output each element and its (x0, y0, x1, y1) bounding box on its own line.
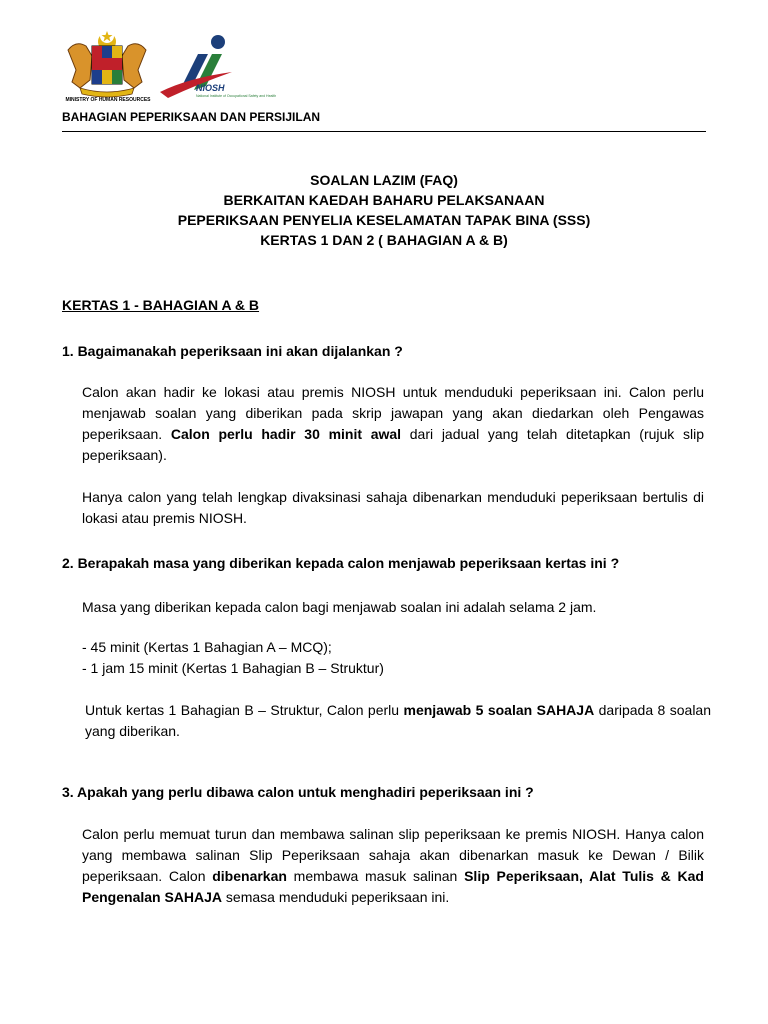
title-line-1: SOALAN LAZIM (FAQ) (310, 172, 458, 188)
title-line-4: KERTAS 1 DAN 2 ( BAHAGIAN A & B) (260, 232, 508, 248)
answer-2-item-1: - 45 minit (Kertas 1 Bahagian A – MCQ); (82, 639, 332, 655)
header-divider (62, 131, 706, 132)
answer-text: dari jadual yang telah ditetapkan (rujuk slip peperiksaan). (82, 426, 704, 463)
answer-text: membawa masuk salinan (286, 868, 465, 884)
department-name: BAHAGIAN PEPERIKSAAN DAN PERSIJILAN (62, 110, 321, 124)
title-line-2: BERKAITAN KAEDAH BAHARU PELAKSANAAN (223, 192, 545, 208)
niosh-wordmark: NIOSH (196, 83, 225, 93)
malaysia-coat-of-arms-icon (62, 30, 152, 102)
answer-2-item-2: - 1 jam 15 minit (Kertas 1 Bahagian B – Struktur) (82, 660, 384, 676)
answer-2-paragraph-1: Masa yang diberikan kepada calon bagi menjawab soalan ini adalah selama 2 jam. (82, 599, 597, 615)
answer-emphasis: menjawab 5 soalan SAHAJA (403, 702, 595, 718)
answer-3-paragraph-1 (82, 824, 704, 908)
section-heading: KERTAS 1 - BAHAGIAN A & B (62, 297, 260, 313)
title-line-3: PEPERIKSAAN PENYELIA KESELAMATAN TAPAK BINA (SSS) (177, 212, 591, 228)
answer-1-paragraph-2: Hanya calon yang telah lengkap divaksinasi sahaja dibenarkan menduduki peperiksaan bertulis di lokasi atau premis NIOSH. (82, 489, 704, 526)
question-3: 3. Apakah yang perlu dibawa calon untuk menghadiri peperiksaan ini ? (62, 784, 534, 800)
question-1: 1. Bagaimanakah peperiksaan ini akan dijalankan ? (62, 343, 403, 359)
niosh-subtitle: National Institute of Occupational Safety and Health (196, 94, 277, 98)
answer-text: Calon akan hadir ke lokasi atau premis NIOSH untuk menduduki peperiksaan ini. Calon perlu menjawab soalan yang diberikan pada skrip jawapan yang akan diedarkan oleh Pengawas peperiksaan. (82, 384, 704, 442)
answer-2-paragraph-2 (85, 700, 711, 742)
answer-emphasis: Calon perlu hadir 30 minit awal (170, 426, 402, 442)
ministry-caption: MINISTRY OF HUMAN RESOURCES (65, 97, 151, 103)
answer-text: Calon perlu memuat turun dan membawa salinan slip peperiksaan ke premis NIOSH. Hanya calon yang membawa salinan Slip Peperiksaan sahaja akan dibenarkan masuk ke Dewan / Bilik peperiksaan. Calon (82, 826, 704, 884)
answer-emphasis: Slip Peperiksaan, Alat Tulis & Kad Pengenalan SAHAJA (82, 868, 704, 905)
answer-text: semasa menduduki peperiksaan ini. (222, 889, 450, 905)
document-title (62, 170, 706, 250)
answer-text: daripada 8 soalan yang diberikan. (85, 702, 712, 739)
answer-text: Untuk kertas 1 Bahagian B – Struktur, Calon perlu (85, 702, 404, 718)
answer-1-paragraph-1 (82, 382, 704, 466)
answer-emphasis: dibenarkan (212, 868, 287, 884)
question-2: 2. Berapakah masa yang diberikan kepada calon menjawab peperiksaan kertas ini ? (62, 555, 620, 571)
